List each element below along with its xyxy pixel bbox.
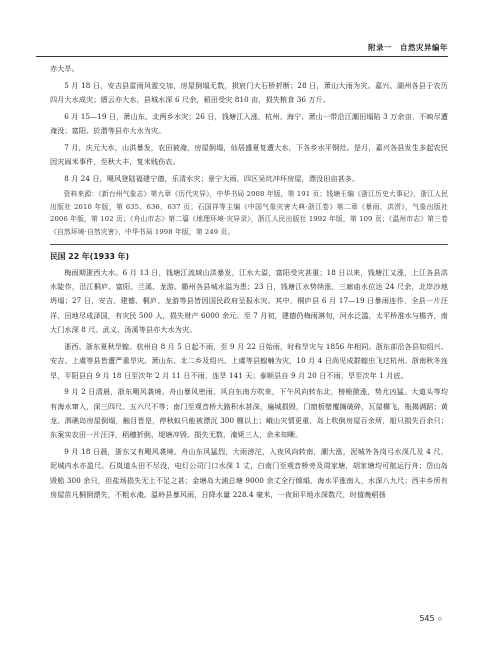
paragraph: 9 月 2 日清晨，浙东飓风袭境。舟山暴风密雨，风自东南方吹来，下午风向转东北，榜桅掀涨，势尤凶猛。大道头等均有海水窜入，深三四尺、五六尺不等；南门至观音桥大路积水甚深，遍城损毁，门窗板壁覆搁破碎，瓦屋橫飞，瓶揭满蹈；黄龙、泗礁岛房屋倒塌，触目皆是，停秋蚁只能被漂沉 300 艘以上；峨山灾情更重，岛上吹倒房屋百余所，船只损失百余只；东案实农田一片汪洋，稻穗折倒、堤塘冲毁、损失无数，淹毙三人，余未知晰。 bbox=[50, 387, 448, 440]
paragraph: 赤大旱。 bbox=[50, 64, 79, 73]
page-body bbox=[50, 62, 448, 505]
references-paragraph: 资料来源：《新台州气象志》第九章《历代灾异》，中华书局 2008 年版，第 191 页；钱塘王编《浙江历史大事记》，浙江人民出版社 2010 年版，第 635、636、637 页；石国祥等主编《中国气象灾害大典·浙江卷》第二章《暴雨、洪涝》，气象出版社 2006 年版，第 102 页；《舟山市志》第二篇《地理环境·灾异录》，浙江人民出版社 1992 年版，第 109 页；《温州市志》第三卷《自然环境·自然灾害》，中华书局 1998 年版，第 249 页。 bbox=[50, 190, 448, 236]
paragraph: 8 月 24 日，飓风登陆福建宁德，乐清水灾；景宁大雨，四区吴坑冲坏房屋，漂没田亩甚多。 bbox=[64, 173, 360, 183]
running-header-title: 附录一 自然灾异编年 bbox=[368, 43, 448, 52]
paragraph: 9 月 18 日晨，浙东又有飓风袭境。舟山东风猛烈，大雨滂沱，入夜风向转南，潮大涨，泥城外各岗弓水深几及 4 尺，泥城内水亦盈尺。石岚道头田不尽没，电灯公司门口水深 1 丈，白南门至观音桥旁及周家塘，胡家塘均可航运行舟；岱山岛毁船 300 余只，但盐场损失无上不足之甚；金塘岛大浦总塘 9000 余丈全行倾塌，海水平涨南人，水深八九尺；西丰乡所有房屋苗凡桐倒漂失，不粗水淹。温岭县暴风雨，日降水量 228.4 毫米，一夜间平地水深数尺，时值晚稻扬 bbox=[50, 447, 448, 500]
paragraph: 梅雨期浙西大水。6 月 13 日，钱塘江流域山洪暴发，江水大溢，富阳受灾甚重；18 日以来，钱塘江又涨，上江各县洪水陡作，沿江桐庐、富阳、兰溪、龙游、衢州各县城水溢为患；23 日，钱塘江水势续涨，三廊庙水位达 24 尺余，北岸沙地坍塌；27 日，安吉、建德、桐庐、龙游等县皆因国民政府呈报水灾。其中，桐庐县 6 月 17—19 日暴雨连作，全县一片汪洋，田地尽成泽国，有灾民 500 人，损失财产 6000 余元。至 7 月初，建德仍梅雨淋旬，河水泛滥，太平桥淮水与檐齐，南大门水深 8 尺。武义、汤溪等县亦大水为灾。 bbox=[50, 267, 448, 335]
section-title: 民国 22 年(1933 年) bbox=[50, 251, 130, 261]
paragraph: 浙西、浙东夏秋旱蝗。杭州自 8 月 5 日起不雨，至 9 月 22 日始雨，时称旱灾与 1856 年相同。浙东部沿各县如绍兴、安吉、上虞等县皆遭严重旱灾。萧山东、北二乡及绍兴、上虞等县蝗蝻为灾，10 月 4 日尚见成群蝗虫飞过杭州。浙南秋冬连旱，平阳县自 9 月 18 日至次年 2 月 11 日不雨，连旱 141 天；泰顺县自 9 月 20 日不雨，旱至次年 1 月底。 bbox=[50, 341, 448, 380]
section-divider bbox=[50, 244, 448, 245]
page-number-text: 545 bbox=[419, 614, 435, 623]
paragraph: 5 月 18 日，安吉县雷雨风雹交加，房屋倒塌无数，拱宸门大石桥折断；28 日，萧山大雨为灾。嘉兴、湖州各县于农历四月大水成灾；缙云亦大水，县城水深 6 尺余，稻田受灾 810 亩，损失粮食 36 万斤。 bbox=[50, 80, 448, 104]
running-header bbox=[36, 42, 448, 57]
paragraph: 7 月，庆元大水，山洪暴发，农田被淹，房屋倒塌，仙居盛夏复遭大水，下各乡水平钢灶。是月，嘉兴各县发生多起农民因灾闹米事件，至秋大丰，复米贱伤农。 bbox=[50, 142, 448, 166]
paragraph: 6 月 15—19 日，萧山东、北两乡水灾；26 日，钱塘江入涨，杭州、海宁、萧山一带沿江潮田塌陷 3 万余亩，不映尽遭淹没；富阳、於潜等县亦大水为灾。 bbox=[50, 111, 448, 135]
page-number bbox=[419, 614, 442, 623]
folio-mark: ◎ bbox=[437, 615, 442, 622]
